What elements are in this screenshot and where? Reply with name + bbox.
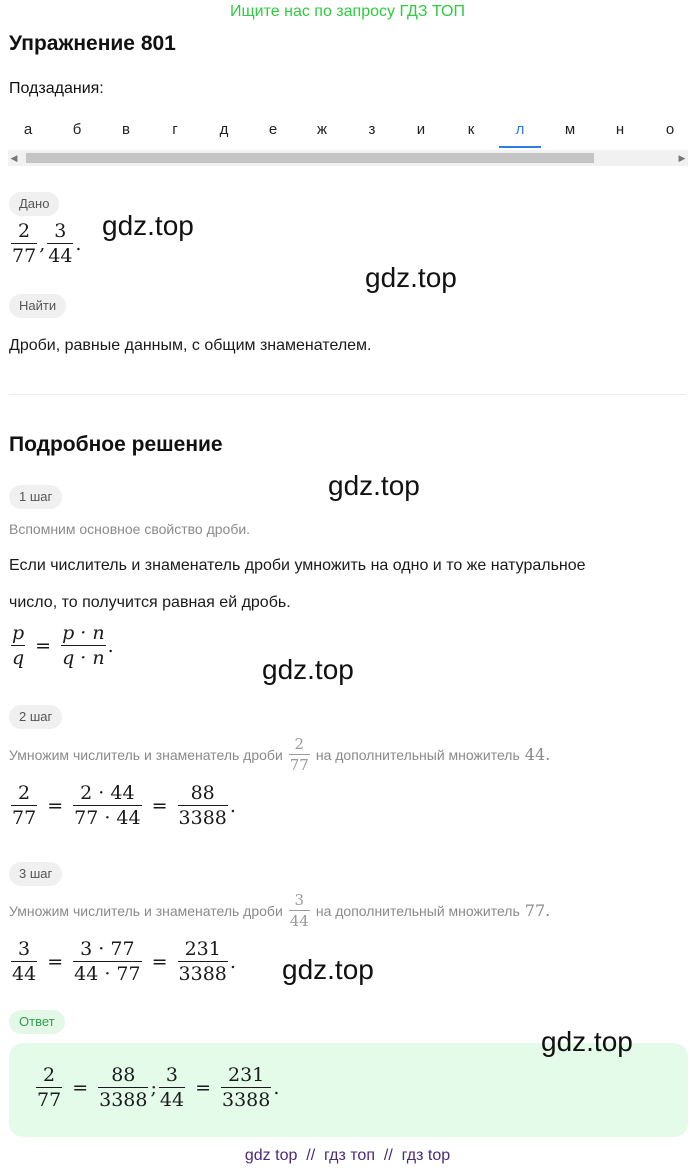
tabs-scrollbar[interactable] (8, 150, 688, 166)
tab-a[interactable]: а (23, 121, 33, 138)
footer-links[interactable]: gdz top // гдз топ // гдз top (244, 1147, 451, 1164)
subtask-tabs (0, 118, 695, 148)
scroll-left-icon[interactable]: ◀ (10, 153, 18, 163)
tab-v[interactable]: в (122, 121, 130, 138)
step1-line1: Если числитель и знаменатель дроби умножить на одно и то же натуральное (9, 557, 586, 574)
tab-i[interactable]: и (416, 121, 426, 138)
step3-chip: 3 шаг (9, 862, 62, 886)
promo-banner: Ищите нас по запросу ГДЗ ТОП (230, 3, 465, 20)
tab-n[interactable]: н (615, 121, 625, 138)
find-chip: Найти (9, 294, 66, 318)
tab-o[interactable]: о (665, 121, 675, 138)
step1-hint: Вспомним основное свойство дроби. (9, 521, 251, 537)
step3-equation: $\frac{3}{44}$ = $\frac{3 \cdot 77}{44 \cdot 77}$ = $\frac{231}{3388}$ . (12, 938, 236, 985)
tab-l[interactable]: л (499, 118, 541, 148)
find-text: Дроби, равные данным, с общим знаменателем. (9, 337, 372, 354)
page-title: Упражнение 801 (9, 32, 176, 55)
solution-title: Подробное решение (9, 433, 223, 456)
watermark: gdz.top (541, 1026, 633, 1057)
tab-z[interactable]: з (368, 121, 376, 138)
tab-zh[interactable]: ж (316, 121, 328, 138)
given-fractions: $\frac{2}{77}$ , $\frac{3}{44}$ . (12, 220, 82, 267)
watermark: gdz.top (328, 470, 420, 501)
watermark: gdz.top (365, 262, 457, 293)
tab-g[interactable]: г (172, 121, 178, 138)
answer-chip: Ответ (9, 1010, 65, 1034)
watermark: gdz.top (262, 654, 354, 685)
tab-d[interactable]: д (219, 121, 229, 138)
step1-line2: число, то получится равная ей дробь. (9, 594, 291, 611)
divider (9, 394, 686, 395)
step2-chip: 2 шаг (9, 705, 62, 729)
tab-e[interactable]: е (268, 121, 278, 138)
step3-hint: Умножим числитель и знаменатель дроби $\frac{3}{44}$ на дополнительный множитель 77. (9, 891, 551, 930)
scrollbar-thumb[interactable] (26, 153, 594, 163)
answer-equation: $\frac{2}{77}$ = $\frac{88}{3388}$ ; $\frac{3}{44}$ = $\frac{231}{3388}$ . (37, 1064, 280, 1111)
watermark: gdz.top (282, 954, 374, 985)
watermark: gdz.top (102, 210, 194, 241)
scroll-right-icon[interactable]: ▶ (678, 153, 686, 163)
given-chip: Дано (9, 192, 59, 216)
step2-hint: Умножим числитель и знаменатель дроби $\frac{2}{77}$ на дополнительный множитель 44. (9, 735, 551, 774)
step1-chip: 1 шаг (9, 485, 62, 509)
step1-formula: $\frac{p}{q}$ = $\frac{p \cdot n}{q \cdot n}$ . (12, 622, 114, 669)
tab-k[interactable]: к (467, 121, 475, 138)
step2-equation: $\frac{2}{77}$ = $\frac{2 \cdot 44}{77 \cdot 44}$ = $\frac{88}{3388}$ . (12, 782, 236, 829)
tab-m[interactable]: м (564, 121, 576, 138)
subtasks-label: Подзадания: (9, 80, 104, 97)
tab-b[interactable]: б (72, 121, 82, 138)
